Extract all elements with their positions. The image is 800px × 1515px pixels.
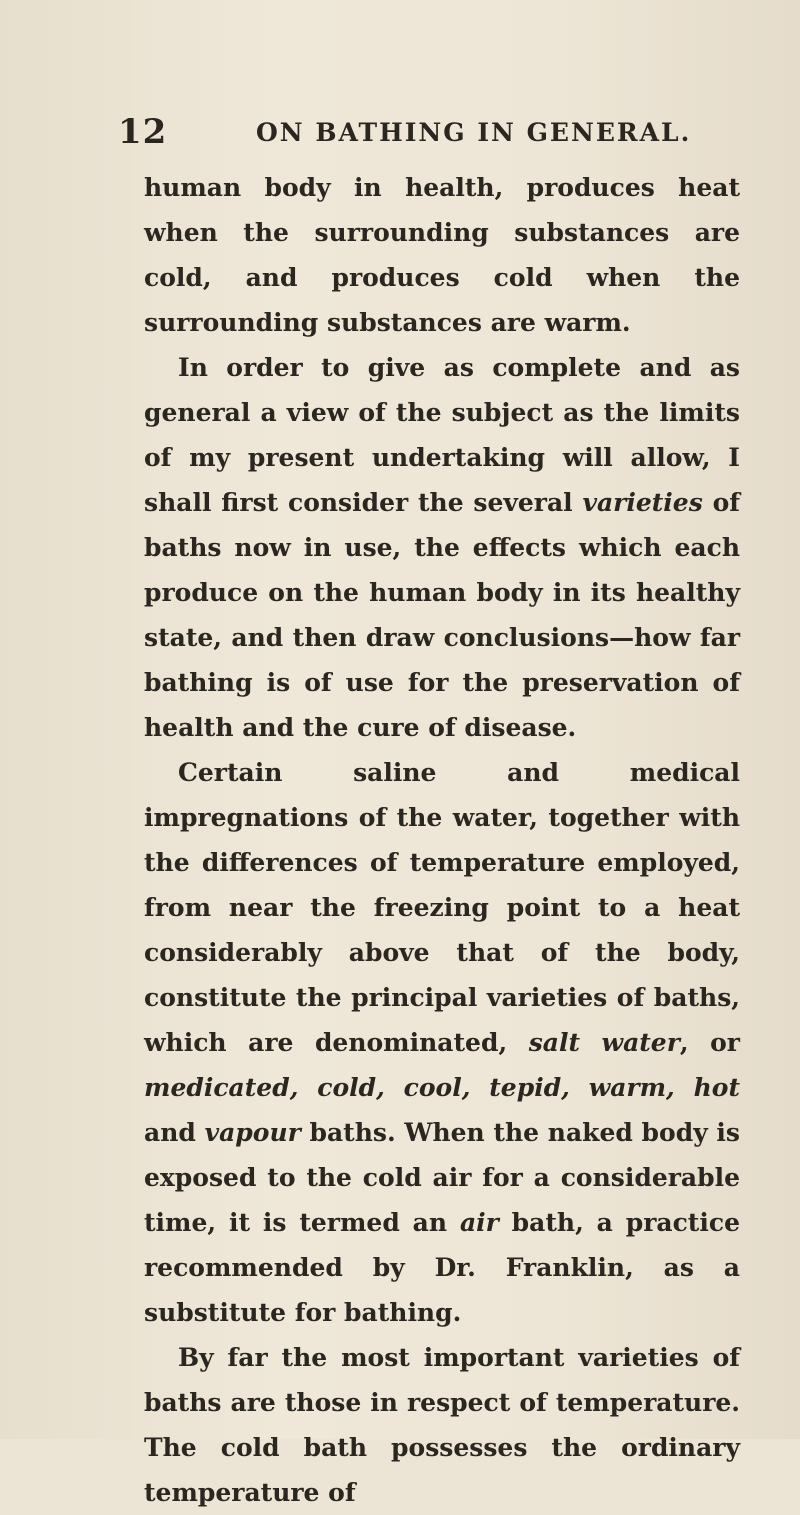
paragraph xyxy=(144,1335,740,1515)
italic-term: vapour xyxy=(204,1118,301,1147)
text-segment: , or xyxy=(679,1028,740,1057)
paragraph-continued xyxy=(144,165,740,345)
text-segment: human body in health, produces heat when the surrounding substances are cold, and produces cold when the surrounding substances are warm. xyxy=(144,173,740,337)
text-segment: By far the most important varieties of baths are those in respect of temperature. The cold bath possesses the ordinary temperature of xyxy=(144,1343,740,1507)
page-header xyxy=(118,112,738,160)
running-title: ON BATHING IN GENERAL. xyxy=(256,118,692,147)
italic-term: varieties xyxy=(582,488,703,517)
text-segment: and xyxy=(144,1118,205,1147)
italic-term: air xyxy=(459,1208,499,1237)
text-segment: In order to give as complete and as general a view of the subject as the limits of my present undertaking will allow, I shall first consider the several xyxy=(144,353,740,517)
italic-term: salt water xyxy=(528,1028,680,1057)
body-text xyxy=(144,165,740,1515)
italic-term: medicated, cold, cool, tepid, warm, hot xyxy=(144,1073,740,1102)
page-number: 12 xyxy=(118,112,168,152)
text-segment: of baths now in use, the effects which each produce on the human body in its healthy state, and then draw conclusions—how far bathing is of use for the preservation of health and the cure of disease. xyxy=(144,488,740,742)
text-segment: Certain saline and medical impregnations of the water, together with the differences of temperature employed, from near the freezing point to a heat considerably above that of the body, constitute the principal varieties of baths, which are denominated, xyxy=(144,758,740,1057)
text-segment: bath, a practice recommended by Dr. Franklin, as a substitute for bathing. xyxy=(144,1208,740,1327)
text-segment: baths. When the naked body is exposed to the cold air for a considerable time, it is termed an xyxy=(144,1118,740,1237)
paragraph xyxy=(144,750,740,1335)
paragraph xyxy=(144,345,740,750)
